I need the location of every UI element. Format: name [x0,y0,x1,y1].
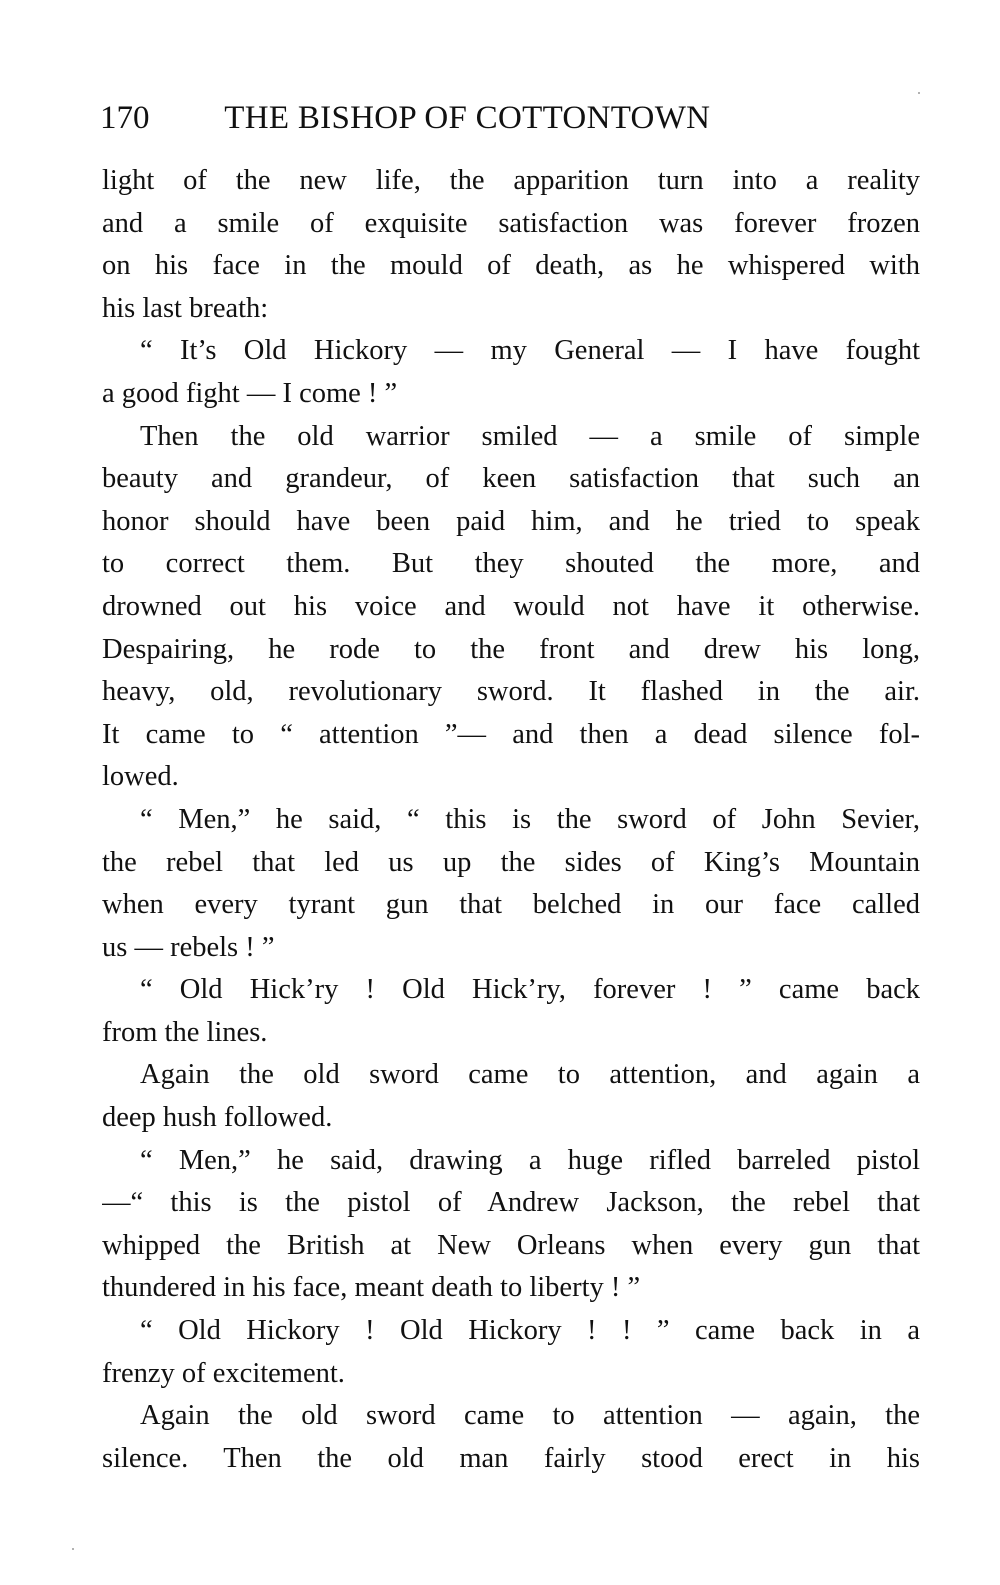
text-line: Despairing, he rode to the front and drew his long, [102,633,920,665]
text-line: heavy, old, revolutionary sword. It flashed in the air. [102,676,920,708]
text-line: “ Men,” he said, drawing a huge rifled barreled pistol [140,1144,920,1176]
text-line: beauty and grandeur, of keen satisfaction that such an [102,463,920,495]
text-line: on his face in the mould of death, as he whispered with [102,250,920,282]
text-line: “ It’s Old Hickory — my General — I have fought [140,335,920,367]
text-line: to correct them. But they shouted the more, and [102,548,920,580]
text-line: a good fight — I come ! ” [102,377,398,409]
text-line: “ Old Hickory ! Old Hickory ! ! ” came back in a [140,1315,920,1347]
page-speck [918,92,920,94]
text-line: silence. Then the old man fairly stood erect in his [102,1442,920,1474]
page-speck [72,1548,74,1550]
text-line: from the lines. [102,1016,268,1048]
text-line: us — rebels ! ” [102,931,275,963]
text-line: “ Old Hick’ry ! Old Hick’ry, forever ! ” came back [140,974,920,1006]
text-line: Then the old warrior smiled — a smile of simple [140,420,920,452]
text-line: thundered in his face, meant death to liberty ! ” [102,1272,641,1304]
text-line: honor should have been paid him, and he tried to speak [102,505,920,537]
page-header [100,96,920,140]
text-line: his last breath: [102,292,269,324]
text-line: and a smile of exquisite satisfaction was forever frozen [102,207,920,239]
text-line: Again the old sword came to attention — again, the [140,1400,920,1432]
text-line: drowned out his voice and would not have it otherwise. [102,590,920,622]
text-line: the rebel that led us up the sides of King’s Mountain [102,846,920,878]
text-line: whipped the British at New Orleans when every gun that [102,1229,920,1261]
running-head: THE BISHOP OF COTTONTOWN [224,100,711,136]
text-line: frenzy of excitement. [102,1357,345,1389]
text-line: light of the new life, the apparition turn into a reality [102,165,920,196]
text-line: when every tyrant gun that belched in our face called [102,889,920,921]
body-text [102,160,920,1480]
text-line: Again the old sword came to attention, and again a [140,1059,920,1091]
text-line: “ Men,” he said, “ this is the sword of John Sevier, [140,803,920,835]
page-number: 170 [100,100,150,136]
text-line: It came to “ attention ”— and then a dead silence fol- [102,718,920,750]
text-line: lowed. [102,761,179,793]
text-line: —“ this is the pistol of Andrew Jackson, the rebel that [102,1187,920,1219]
text-line: deep hush followed. [102,1102,333,1134]
